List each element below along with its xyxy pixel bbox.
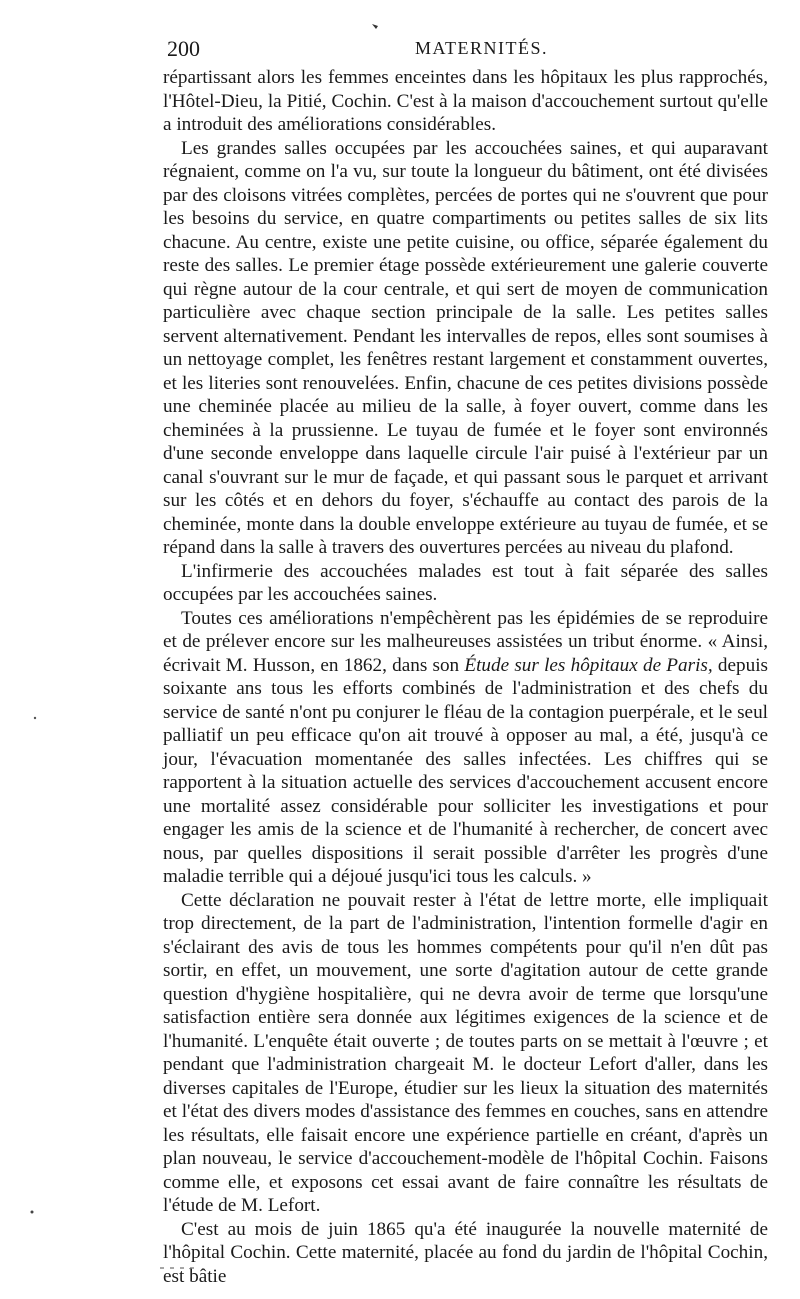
page-header xyxy=(167,36,767,66)
quote-body: depuis soixante ans tous les efforts combinés de l'administration et des chefs du service de santé n'ont pu conjurer le fléau de la contagion puerpérale, et le seul palliatif un peu efficace qu'on ait trouvé à opposer au mal, a été, jusqu'à ce jour, l'évacuation momentanée des salles infectées. Les chiffres qui se rapportent à la situation actuelle des services d'accouchement accusent encore une mortalité assez considérable pour solliciter les investigations et pour engager les amis de la science et de l'humanité à rechercher, de concert avec nous, par quelles dispositions il serait possible d'arrêter les progrès d'une maladie terrible qui a déjoué jusqu'ici tous les calculs. » xyxy=(163,654,769,887)
paragraph-declaration: Cette déclaration ne pouvait rester à l'état de lettre morte, elle impliquait trop directement, de la part de l'administration, l'intention formelle d'agir en s'éclairant des avis de tous les hommes compétents pour qu'il n'en dût pas sortir, en effet, un mouvement, une sorte d'agitation autour de cette grande question d'hygiène hospitalière, qui ne devra avoir de terme que lorsqu'une satisfaction entière sera donnée aux légitimes exigences de la science et de l'humanité. L'enquête était ouverte ; de toutes parts on se mettait à l'œuvre ; et pendant que l'administration chargeait M. le docteur Lefort d'aller, dans les diverses capitales de l'Europe, étudier sur les lieux la situation des maternités et l'état des divers modes d'assistance des femmes en couches, sans en attendre les résultats, elle faisait encore une expérience partielle en créant, d'après un plan nouveau, le service d'accouchement-modèle de l'hôpital Cochin. Faisons comme elle, et exposons cet essai avant de faire connaître les résultats de l'étude de M. Lefort. xyxy=(163,889,768,1216)
paragraph-husson-quote xyxy=(163,607,768,889)
page-number: 200 xyxy=(167,36,200,61)
paragraph-continuation: répartissant alors les femmes enceintes dans les hôpitaux les plus rapprochés, l'Hôtel-Dieu, la Pitié, Cochin. C'est à la maison d'accouchement surtout qu'elle a introduit des améliorations considérables. xyxy=(163,67,768,135)
paragraph-infirmerie: L'infirmerie des accouchées malades est tout à fait séparée des salles occupées par les accouchées saines. xyxy=(163,560,768,605)
running-title: MATERNITÉS. xyxy=(415,38,548,58)
speck-left-1 xyxy=(34,717,36,719)
book-title-reference: Étude sur les hôpitaux de Paris, xyxy=(464,654,713,676)
body-text xyxy=(163,66,768,1288)
speck-top xyxy=(372,24,378,29)
quote-intro: Toutes ces améliorations n'empêchèrent pas les épidémies de se reproduire et de prélever encore sur les malheureuses assistées un tribut énorme. « Ainsi, écrivait M. Husson, en 1862, dans son xyxy=(163,607,768,676)
speck-left-2 xyxy=(31,1211,34,1214)
paragraph-cochin: C'est au mois de juin 1865 qu'a été inaugurée la nouvelle maternité de l'hôpital Cochin. Cette maternité, placée au fond du jardin de l'hôpital Cochin, est bâtie xyxy=(163,1218,768,1287)
paragraph-salles: Les grandes salles occupées par les accouchées saines, et qui auparavant régnaient, comme on l'a vu, sur toute la longueur du bâtiment, ont été divisées par des cloisons vitrées complètes, percées de portes qui ne s'ouvrent que pour les besoins du service, en quatre compartiments ou petites salles de six lits chacune. Au centre, existe une petite cuisine, ou office, séparée également du reste des salles. Le premier étage possède extérieurement une galerie couverte qui règne autour de la cour centrale, et qui sert de moyen de communication particulière avec chaque section principale de la salle. Les petites salles servent alternativement. Pendant les intervalles de repos, elles sont soumises à un nettoyage complet, les fenêtres restant largement et constamment ouvertes, et les literies sont renouvelées. Enfin, chacune de ces petites divisions possède une cheminée placée au milieu de la salle, à foyer ouvert, comme dans les cheminées à la prussienne. Le tuyau de fumée et le foyer sont environnés d'une seconde enveloppe dans laquelle circule l'air puisé à l'extérieur par un canal s'ouvrant sur le mur de façade, et qui passant sous le parquet et arrivant sur les côtés et en dehors du foyer, s'échauffe au contact des parois de la cheminée, monte dans la double enveloppe extérieure au tuyau de fumée, et se répand dans la salle à travers des ouvertures percées au niveau du plafond. xyxy=(163,137,768,558)
